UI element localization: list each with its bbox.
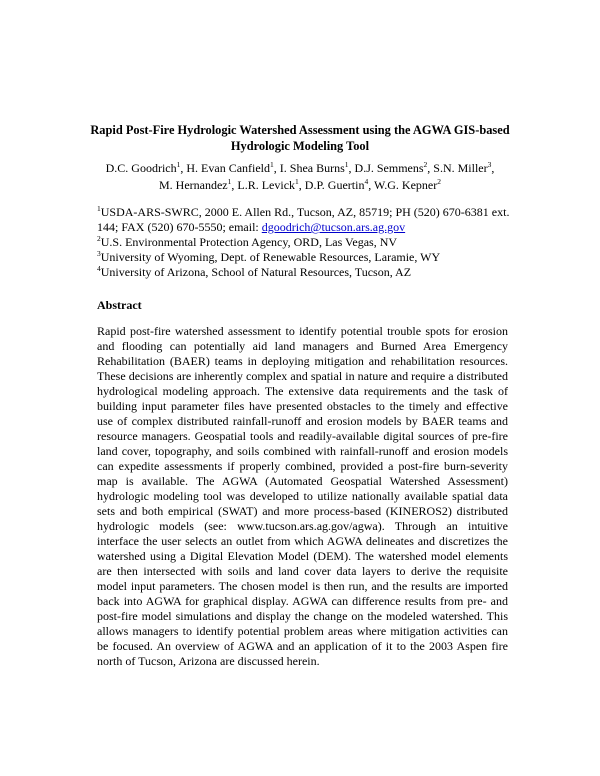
abstract-body: Rapid post-fire watershed assessment to identify potential trouble spots for erosion and flooding can potentially aid land managers and Burned Area Emergency Rehabilitation (BAER) teams in deploying mitigation and rehabilitation resources. These decisions are inherently complex and spatial in nature and require a distributed hydrological modeling approach. The extensive data requirements and the task of building input parameter files have presented obstacles to the timely and effective use of complex distributed rainfall-runoff and erosion models by BAER teams and resource managers. Geospatial tools and readily-available digital sources of pre-fire land cover, topography, and soils combined with rainfall-runoff and erosion models can expedite assessments if properly combined, provided a post-fire burn-severity map is available. The AGWA (Automated Geospatial Watershed Assessment) hydrologic modeling tool was developed to utilize nationally available spatial data sets and both empirical (SWAT) and more process-based (KINEROS2) distributed hydrologic models (see: www.tucson.ars.ag.gov/agwa). Through an intuitive interface the user selects an outlet from which AGWA delineates and discretizes the watershed using a Digital Elevation Model (DEM). The watershed model elements are then intersected with soils and land cover data layers to derive the requisite model input parameters. The chosen model is then run, and the results are imported back into AGWA for graphical display. AGWA can difference results from pre- and post-fire model simulations and display the change on the modeled watershed. This allows managers to identify potential problem areas where mitigation activities can be focused. An overview of AGWA and an application of it to the 2003 Aspen fire north of Tucson, Arizona are discussed herein. [97,324,508,668]
author: H. Evan Canfield$^1$, [186,160,280,175]
affiliation-1: $^1$USDA-ARS-SWRC, 2000 E. Allen Rd., Tucson, AZ, 85719; PH (520) 670-6381 ext. 144; FAX (520) 670-5550; email: dgoodrich@tucson.ars.ag.gov [97,204,510,234]
affiliation-3: $^3$University of Wyoming, Dept. of Renewable Resources, Laramie, WY [97,249,441,264]
author: W.G. Kepner$^2$ [374,177,441,192]
author: I. Shea Burns$^1$, [279,160,355,175]
author: L.R. Levick$^1$, [237,177,305,192]
author: D.J. Semmens$^2$, [354,160,434,175]
author: S.N. Miller$^3$, [433,160,495,175]
affiliation-4: $^4$University of Arizona, School of Natural Resources, Tucson, AZ [97,264,412,279]
paper-title: Rapid Post-Fire Hydrologic Watershed Assessment using the AGWA GIS-based Hydrologic Modeling Tool [90,123,510,153]
affiliation-2: $^2$U.S. Environmental Protection Agency, ORD, Las Vegas, NV [97,234,398,249]
author: M. Hernandez$^1$, [159,177,238,192]
author: D.C. Goodrich$^1$, [105,160,187,175]
abstract-heading: Abstract [97,298,142,312]
email-link[interactable]: dgoodrich@tucson.ars.ag.gov [261,220,406,234]
author: D.P. Guertin$^4$, [304,177,375,192]
author-list [60,160,540,194]
affiliation-list [97,205,527,280]
